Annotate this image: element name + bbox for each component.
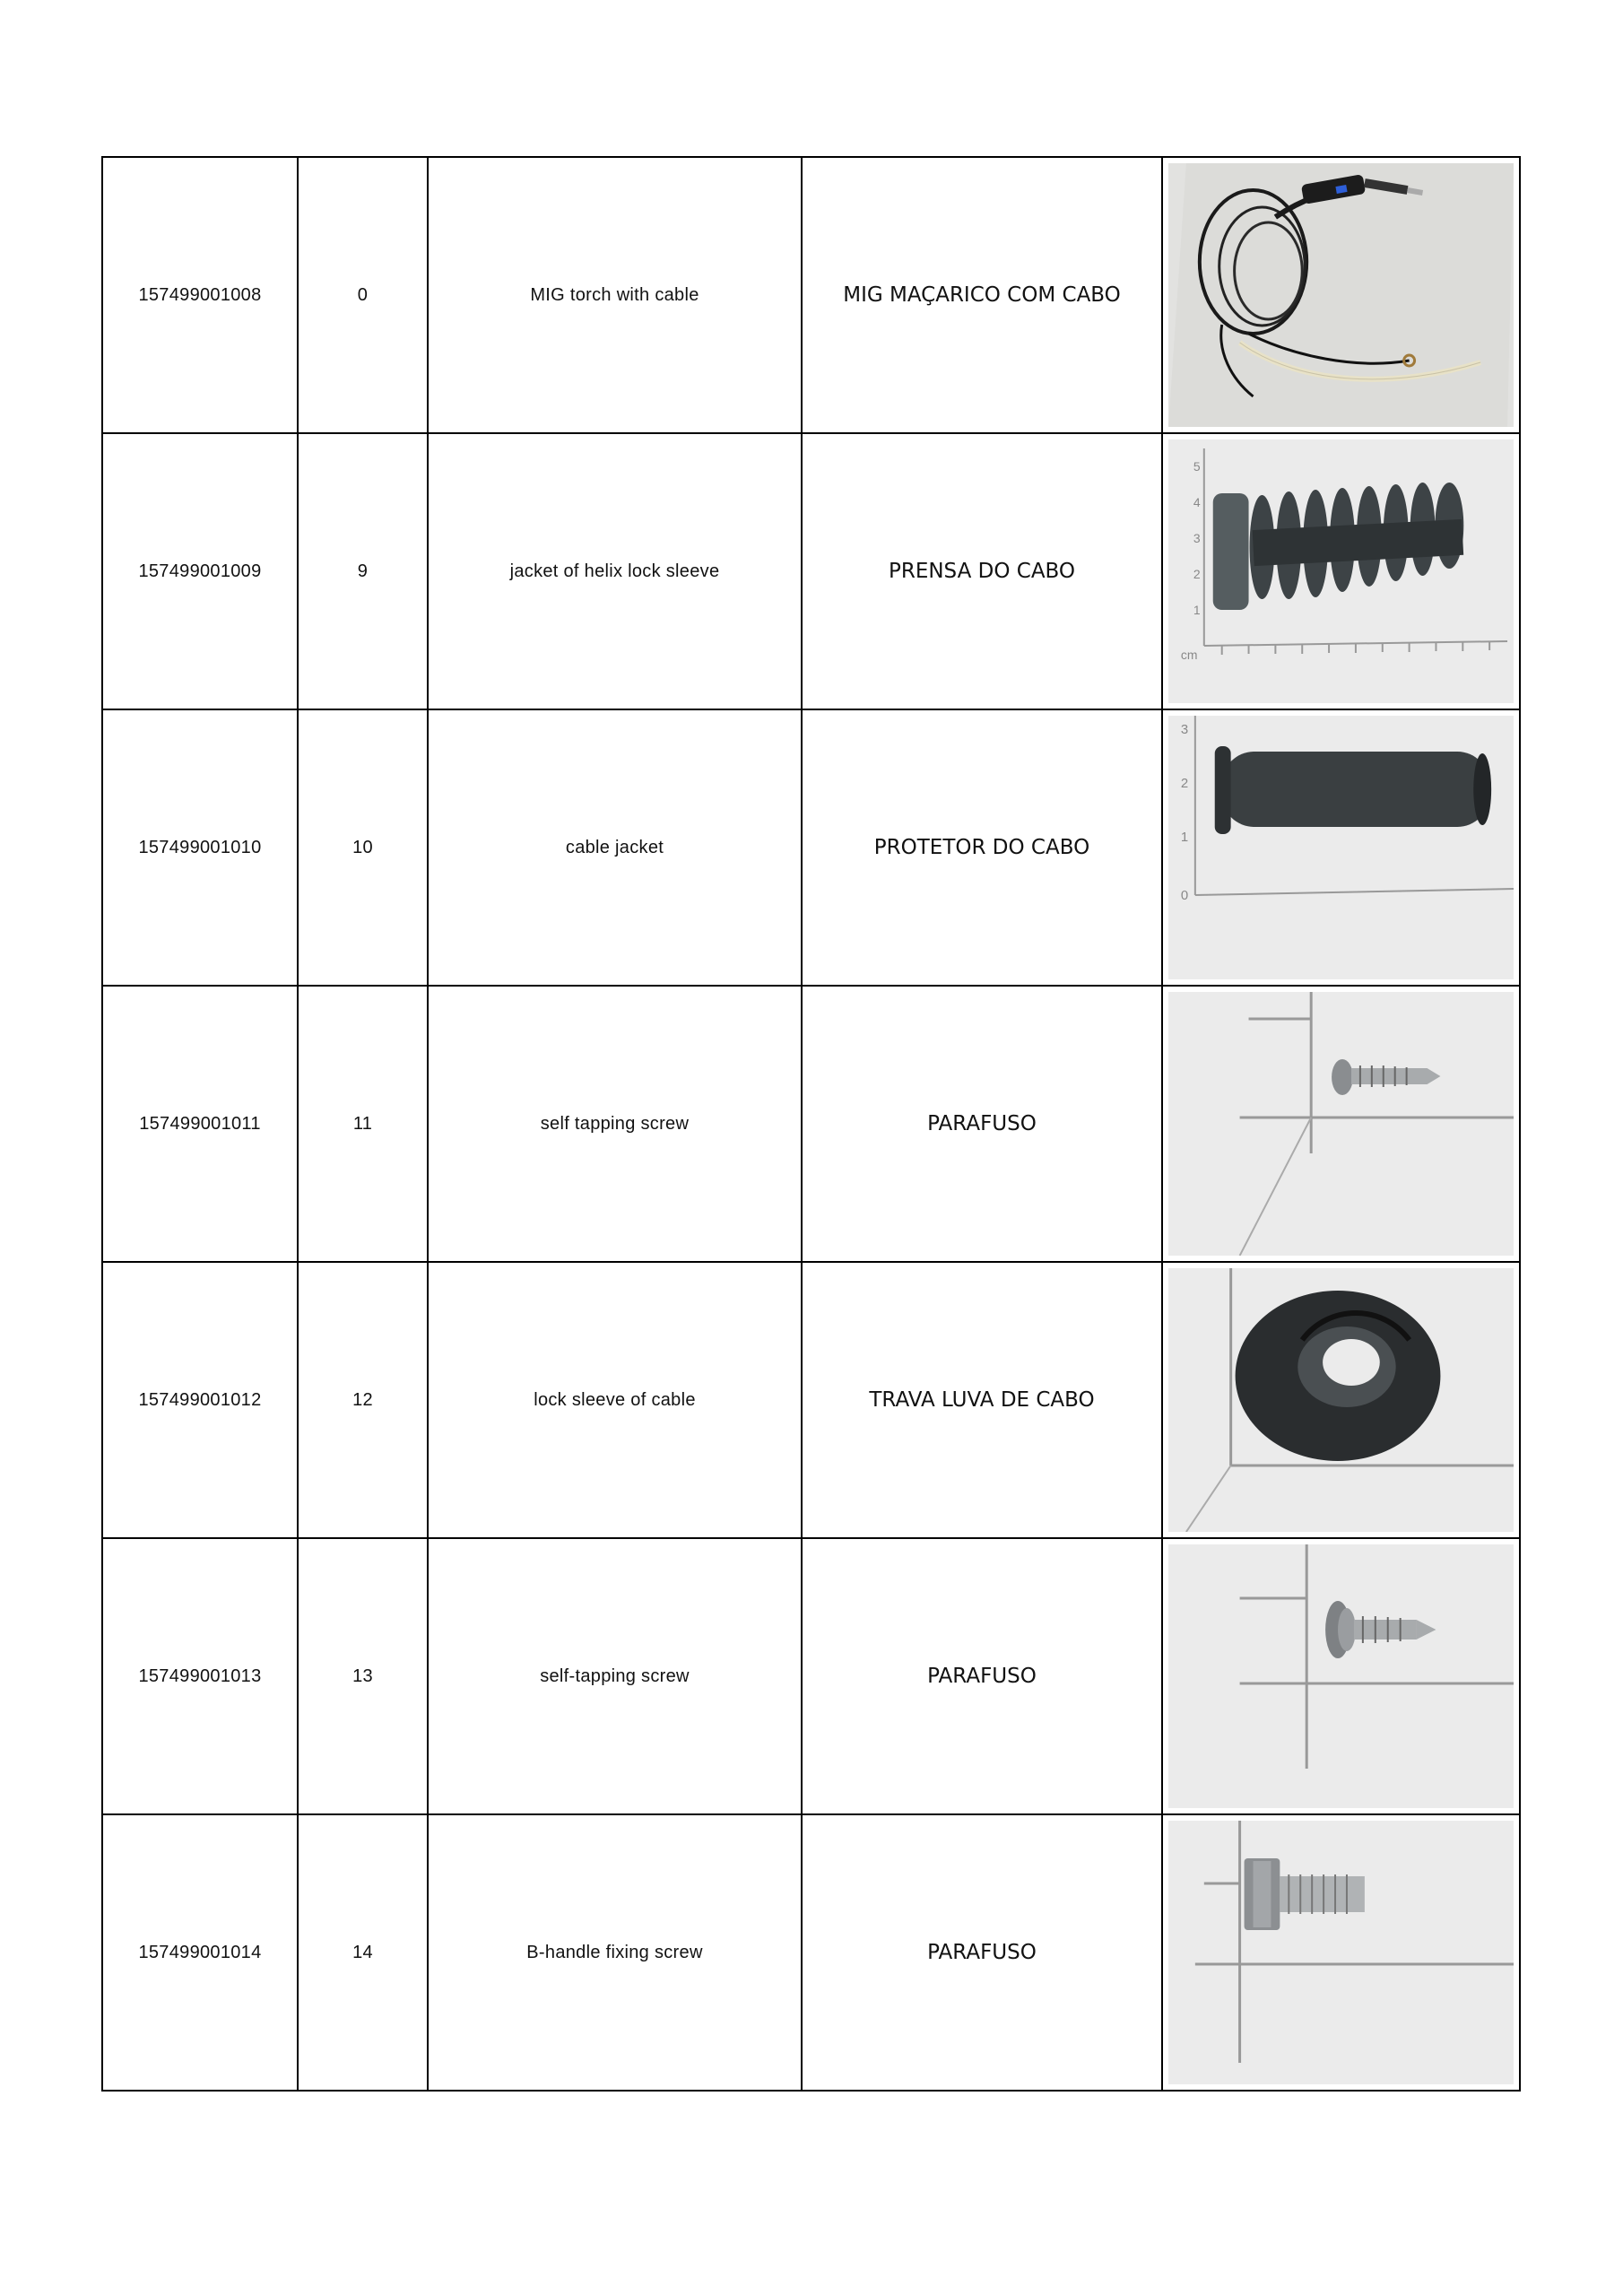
table-row xyxy=(102,1262,1520,1538)
helix-sleeve-photo xyxy=(1168,439,1514,703)
mig-torch-cable-photo xyxy=(1168,163,1514,427)
svg-text:3: 3 xyxy=(1193,530,1201,546)
description-en: cable jacket xyxy=(428,709,802,986)
table-row xyxy=(102,433,1520,709)
description-en: jacket of helix lock sleeve xyxy=(428,433,802,709)
part-code: 157499001013 xyxy=(102,1538,298,1814)
description-en: self tapping screw xyxy=(428,986,802,1262)
part-code: 157499001009 xyxy=(102,433,298,709)
table-row xyxy=(102,986,1520,1262)
description-pt: TRAVA LUVA DE CABO xyxy=(802,1262,1162,1538)
description-pt: PARAFUSO xyxy=(802,986,1162,1262)
lock-sleeve-photo xyxy=(1168,1268,1514,1532)
position-number: 13 xyxy=(298,1538,428,1814)
part-photo-cell xyxy=(1162,433,1520,709)
part-code: 157499001008 xyxy=(102,157,298,433)
svg-text:1: 1 xyxy=(1180,829,1189,846)
description-en: lock sleeve of cable xyxy=(428,1262,802,1538)
part-code: 157499001010 xyxy=(102,709,298,986)
table-row xyxy=(102,157,1520,433)
hex-bolt-photo xyxy=(1168,1821,1514,2084)
svg-text:4: 4 xyxy=(1193,494,1201,510)
part-photo-cell xyxy=(1162,1814,1520,2091)
description-pt: MIG MAÇARICO COM CABO xyxy=(802,157,1162,433)
part-photo-cell xyxy=(1162,986,1520,1262)
part-photo-cell xyxy=(1162,1538,1520,1814)
part-photo-cell xyxy=(1162,1262,1520,1538)
position-number: 10 xyxy=(298,709,428,986)
position-number: 0 xyxy=(298,157,428,433)
part-photo-cell xyxy=(1162,157,1520,433)
svg-text:2: 2 xyxy=(1193,566,1201,582)
svg-text:2: 2 xyxy=(1180,775,1189,792)
svg-text:cm: cm xyxy=(1180,647,1198,663)
table-row xyxy=(102,1814,1520,2091)
washer-screw-photo xyxy=(1168,1544,1514,1808)
part-code: 157499001012 xyxy=(102,1262,298,1538)
table-row xyxy=(102,1538,1520,1814)
description-pt: PROTETOR DO CABO xyxy=(802,709,1162,986)
position-number: 11 xyxy=(298,986,428,1262)
svg-text:1: 1 xyxy=(1193,602,1201,618)
part-code: 157499001014 xyxy=(102,1814,298,2091)
parts-table xyxy=(101,156,1521,2092)
table-row xyxy=(102,709,1520,986)
position-number: 14 xyxy=(298,1814,428,2091)
description-pt: PARAFUSO xyxy=(802,1814,1162,2091)
cable-jacket-photo xyxy=(1168,716,1514,979)
self-tapping-screw-photo xyxy=(1168,992,1514,1256)
position-number: 9 xyxy=(298,433,428,709)
description-en: B-handle fixing screw xyxy=(428,1814,802,2091)
part-code: 157499001011 xyxy=(102,986,298,1262)
position-number: 12 xyxy=(298,1262,428,1538)
description-pt: PRENSA DO CABO xyxy=(802,433,1162,709)
part-photo-cell xyxy=(1162,709,1520,986)
description-en: MIG torch with cable xyxy=(428,157,802,433)
svg-text:0: 0 xyxy=(1180,887,1189,904)
description-en: self-tapping screw xyxy=(428,1538,802,1814)
description-pt: PARAFUSO xyxy=(802,1538,1162,1814)
svg-text:3: 3 xyxy=(1180,721,1189,738)
svg-text:5: 5 xyxy=(1193,458,1201,474)
